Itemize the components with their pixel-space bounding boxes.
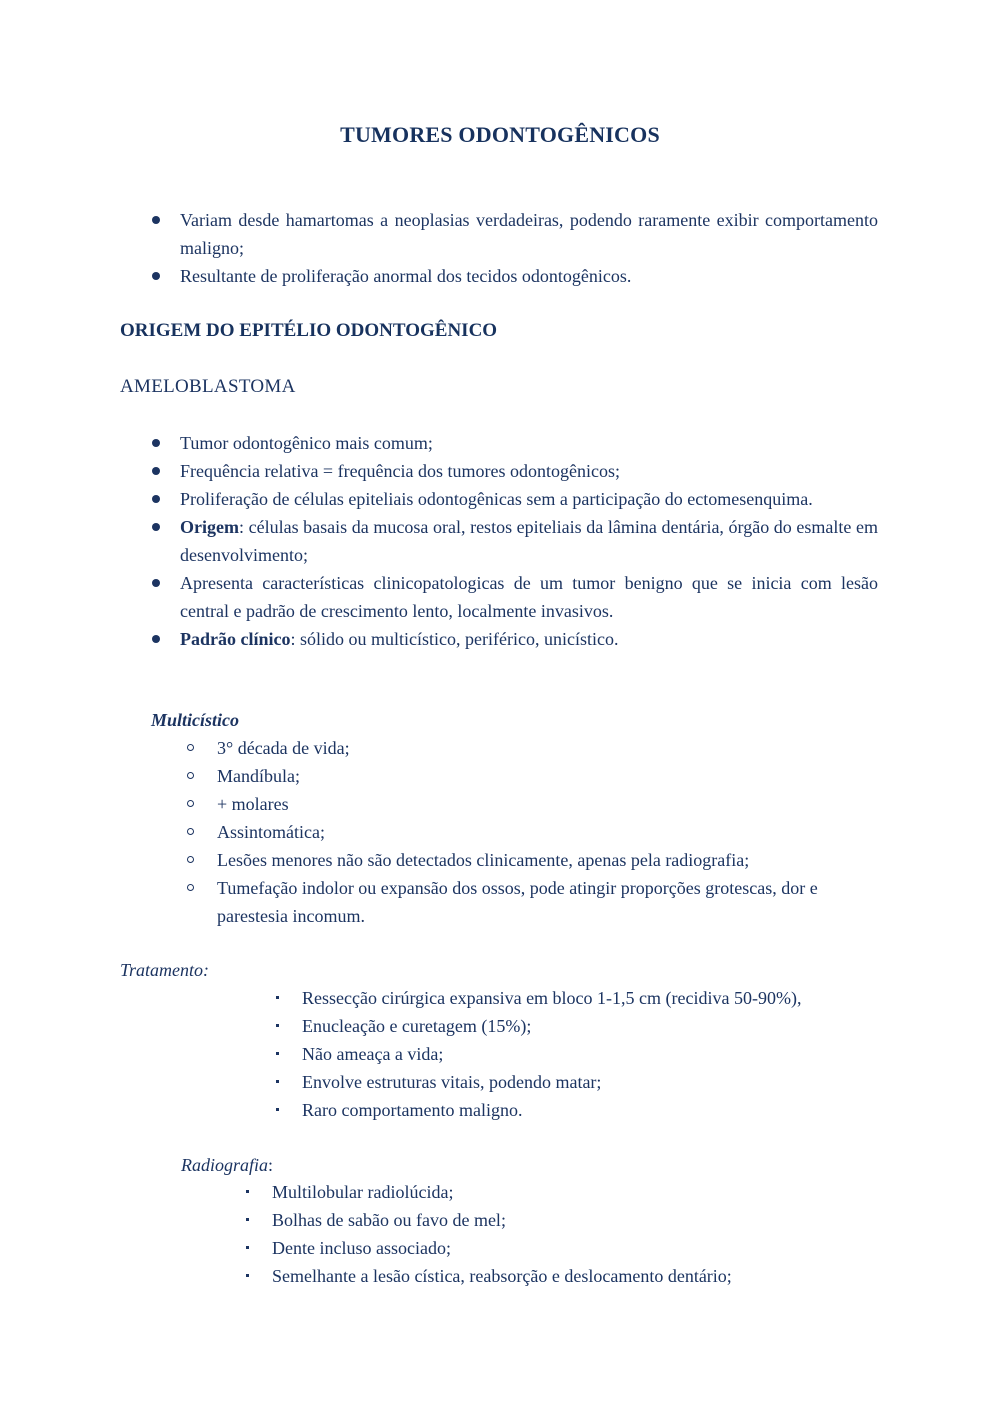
list-item (151, 734, 879, 762)
list-item-text: Frequência relativa = frequência dos tumores odontogênicos; (180, 461, 621, 481)
bullet-icon (152, 579, 160, 587)
list-item (151, 846, 879, 874)
list-item-text: + molares (217, 794, 289, 814)
list-item-text: Ressecção cirúrgica expansiva em bloco 1-1,5 cm (recidiva 50-90%), (302, 988, 802, 1008)
list-item-text: Envolve estruturas vitais, podendo matar; (302, 1072, 602, 1092)
bullet-icon (152, 523, 160, 531)
list-item-text: Apresenta características clinicopatologicas de um tumor benigno que se inicia com lesão central e padrão de crescimento lento, localmente invasivos. (180, 573, 878, 621)
subsection-heading: AMELOBLASTOMA (120, 376, 296, 397)
list-item-text: Lesões menores não são detectados clinicamente, apenas pela radiografia; (217, 850, 750, 870)
intro-list (120, 206, 878, 290)
bullet-icon (152, 467, 160, 475)
square-bullet-icon (276, 996, 279, 999)
tratamento-list (272, 984, 892, 1124)
square-bullet-icon (276, 1052, 279, 1055)
list-item (272, 1096, 892, 1124)
multicistico-heading: Multicístico (151, 710, 240, 730)
list-item (120, 513, 878, 569)
circle-bullet-icon (187, 828, 194, 835)
circle-bullet-icon (187, 744, 194, 751)
list-item-text: Raro comportamento maligno. (302, 1100, 523, 1120)
list-item (242, 1206, 862, 1234)
list-item (242, 1262, 862, 1290)
square-bullet-icon (276, 1080, 279, 1083)
square-bullet-icon (276, 1108, 279, 1111)
list-item (151, 818, 879, 846)
list-item-text: Resultante de proliferação anormal dos tecidos odontogênicos. (180, 266, 632, 286)
list-item-label: Padrão clínico (180, 629, 291, 649)
bullet-icon (152, 216, 160, 224)
list-item (242, 1178, 862, 1206)
list-item (120, 262, 878, 290)
list-item (120, 485, 878, 513)
list-item (151, 874, 879, 930)
circle-bullet-icon (187, 884, 194, 891)
list-item-text: : sólido ou multicístico, periférico, unicístico. (290, 629, 619, 649)
circle-bullet-icon (187, 856, 194, 863)
square-bullet-icon (246, 1274, 249, 1277)
list-item (120, 569, 878, 625)
list-item (120, 457, 878, 485)
list-item-text: Semelhante a lesão cística, reabsorção e deslocamento dentário; (272, 1266, 732, 1286)
list-item-text: : células basais da mucosa oral, restos epiteliais da lâmina dentária, órgão do esmalte em desenvolvimento; (180, 517, 878, 565)
list-item-text: Tumefação indolor ou expansão dos ossos, pode atingir proporções grotescas, dor e parestesia incomum. (217, 878, 818, 926)
list-item (120, 206, 878, 262)
list-item (272, 1068, 892, 1096)
bullet-icon (152, 439, 160, 447)
list-item-text: Dente incluso associado; (272, 1238, 451, 1258)
bullet-icon (152, 495, 160, 503)
ameloblastoma-list (120, 429, 878, 653)
list-item (272, 1012, 892, 1040)
circle-bullet-icon (187, 772, 194, 779)
page-title: TUMORES ODONTOGÊNICOS (340, 122, 660, 147)
list-item (242, 1234, 862, 1262)
list-item (272, 984, 892, 1012)
bullet-icon (152, 272, 160, 280)
list-item-text: Não ameaça a vida; (302, 1044, 444, 1064)
list-item (120, 429, 878, 457)
square-bullet-icon (246, 1246, 249, 1249)
circle-bullet-icon (187, 800, 194, 807)
list-item-text: Multilobular radiolúcida; (272, 1182, 454, 1202)
radiografia-heading (181, 1151, 273, 1179)
bullet-icon (152, 635, 160, 643)
list-item-text: Enucleação e curetagem (15%); (302, 1016, 532, 1036)
list-item-text: Bolhas de sabão ou favo de mel; (272, 1210, 506, 1230)
square-bullet-icon (276, 1024, 279, 1027)
list-item (151, 790, 879, 818)
list-item-text: Assintomática; (217, 822, 325, 842)
list-item-text: Variam desde hamartomas a neoplasias verdadeiras, podendo raramente exibir comportamento maligno; (180, 210, 878, 258)
list-item-text: Mandíbula; (217, 766, 300, 786)
list-item (120, 625, 878, 653)
radiografia-heading-text: Radiografia (181, 1155, 269, 1175)
section-heading: ORIGEM DO EPITÉLIO ODONTOGÊNICO (120, 320, 498, 341)
list-item-label: Origem (180, 517, 239, 537)
square-bullet-icon (246, 1190, 249, 1193)
multicistico-list (151, 734, 879, 930)
square-bullet-icon (246, 1218, 249, 1221)
list-item (272, 1040, 892, 1068)
radiografia-heading-suffix: : (268, 1155, 274, 1175)
list-item (151, 762, 879, 790)
radiografia-list (242, 1178, 862, 1290)
tratamento-heading: Tratamento: (120, 960, 210, 980)
list-item-text: Proliferação de células epiteliais odontogênicas sem a participação do ectomesenquima. (180, 489, 813, 509)
list-item-text: 3° década de vida; (217, 738, 350, 758)
list-item-text: Tumor odontogênico mais comum; (180, 433, 433, 453)
